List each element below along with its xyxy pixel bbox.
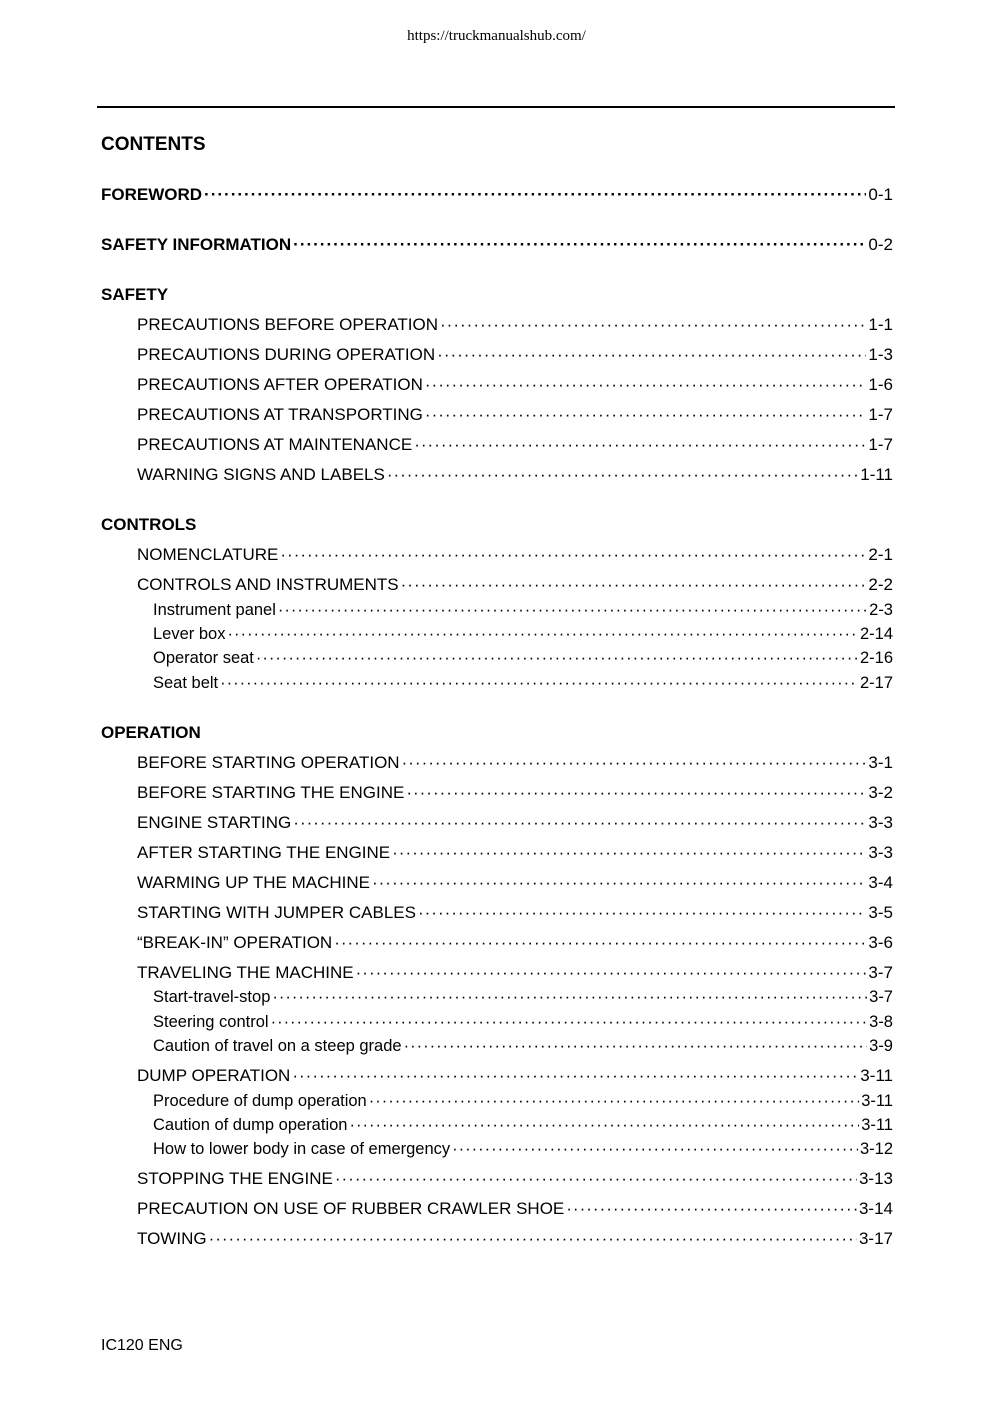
toc-entry[interactable] [137, 843, 893, 863]
toc-leader-dots [280, 545, 866, 565]
toc-subentry[interactable] [153, 1013, 893, 1032]
toc-entry-label: PRECAUTIONS AT TRANSPORTING [137, 405, 423, 424]
toc-entry-page: 3-3 [868, 843, 893, 862]
toc-leader-dots [418, 903, 866, 923]
toc-subentry[interactable] [153, 1092, 893, 1111]
toc-entry-label: Caution of dump operation [153, 1116, 348, 1134]
toc-leader-dots [204, 185, 866, 205]
toc-entry-page: 1-3 [868, 345, 893, 364]
toc-subentry[interactable] [153, 1140, 893, 1159]
toc-subentry[interactable] [153, 674, 893, 693]
toc-entry-page: 3-1 [868, 753, 893, 772]
toc-leader-dots [227, 625, 858, 644]
toc-entry-label: NOMENCLATURE [137, 545, 279, 564]
toc-leader-dots [401, 575, 867, 595]
toc-entry-label: FOREWORD [101, 185, 203, 204]
toc-entry-page: 2-14 [859, 625, 893, 643]
toc-entry-page: 3-7 [869, 988, 893, 1006]
toc-entry[interactable] [137, 1229, 893, 1249]
toc-entry-page: 0-2 [868, 235, 893, 254]
toc-entry[interactable] [137, 345, 893, 365]
toc-entry-page: 1-1 [868, 315, 893, 334]
toc-subentry[interactable] [153, 601, 893, 620]
section-heading-operation: OPERATION [101, 723, 201, 742]
toc-entry-page: 3-6 [868, 933, 893, 952]
toc-entry-page: 3-12 [859, 1140, 893, 1158]
toc-subentry[interactable] [153, 988, 893, 1007]
toc-leader-dots [392, 843, 866, 863]
toc-leader-dots [356, 963, 867, 983]
toc-leader-dots [425, 405, 867, 425]
toc-entry-label: TRAVELING THE MACHINE [137, 963, 354, 982]
footer-doc-code: IC120 ENG [101, 1337, 183, 1354]
toc-subentry[interactable] [153, 1116, 893, 1135]
toc-leader-dots [271, 1013, 868, 1032]
toc-entry-label: Caution of travel on a steep grade [153, 1037, 402, 1055]
toc-leader-dots [349, 1116, 859, 1135]
toc-leader-dots [406, 783, 866, 803]
toc-entry[interactable] [137, 963, 893, 983]
toc-entry-label: TOWING [137, 1229, 207, 1248]
toc-entry[interactable] [137, 465, 893, 485]
toc-entry-page: 3-3 [868, 813, 893, 832]
toc-leader-dots [404, 1037, 868, 1056]
toc-entry-label: SAFETY INFORMATION [101, 235, 292, 254]
toc-entry-foreword[interactable] [101, 185, 893, 205]
toc-entry[interactable] [137, 903, 893, 923]
toc-entry-label: PRECAUTIONS DURING OPERATION [137, 345, 436, 364]
toc-leader-dots [293, 235, 866, 255]
toc-entry-page: 1-7 [868, 405, 893, 424]
toc-entry-page: 3-11 [861, 1116, 893, 1134]
toc-leader-dots [220, 674, 858, 693]
toc-leader-dots [256, 649, 858, 668]
toc-entry-page: 0-1 [868, 185, 893, 204]
toc-entry-page: 2-3 [869, 601, 893, 619]
section-heading-safety: SAFETY [101, 285, 169, 304]
toc-entry-label: BEFORE STARTING OPERATION [137, 753, 400, 772]
toc-leader-dots [293, 813, 866, 833]
toc-entry[interactable] [137, 753, 893, 773]
toc-entry-label: Start-travel-stop [153, 988, 271, 1006]
toc-entry-page: 2-17 [859, 674, 893, 692]
toc-entry-label: PRECAUTIONS AFTER OPERATION [137, 375, 423, 394]
toc-entry-label: PRECAUTION ON USE OF RUBBER CRAWLER SHOE [137, 1199, 565, 1218]
toc-leader-dots [335, 1169, 857, 1189]
toc-entry[interactable] [137, 435, 893, 455]
toc-entry-page: 3-7 [868, 963, 893, 982]
toc-entry-page: 3-8 [869, 1013, 893, 1031]
toc-entry-label: DUMP OPERATION [137, 1066, 291, 1085]
toc-entry-label: BEFORE STARTING THE ENGINE [137, 783, 405, 802]
toc-entry-label: Procedure of dump operation [153, 1092, 367, 1110]
toc-entry-page: 3-4 [868, 873, 893, 892]
toc-entry-label: Instrument panel [153, 601, 276, 619]
toc-entry-page: 3-11 [861, 1092, 893, 1110]
toc-leader-dots [452, 1140, 858, 1159]
toc-entry-label: PRECAUTIONS BEFORE OPERATION [137, 315, 439, 334]
toc-entry-label: CONTROLS AND INSTRUMENTS [137, 575, 399, 594]
toc-entry[interactable] [137, 1066, 893, 1086]
toc-entry-label: WARNING SIGNS AND LABELS [137, 465, 385, 484]
page-title: CONTENTS [101, 134, 206, 155]
toc-leader-dots [209, 1229, 857, 1249]
toc-entry-page: 3-5 [868, 903, 893, 922]
toc-entry[interactable] [137, 405, 893, 425]
toc-leader-dots [566, 1199, 857, 1219]
toc-leader-dots [334, 933, 866, 953]
toc-entry-page: 3-9 [869, 1037, 893, 1055]
toc-entry-page: 3-14 [858, 1199, 893, 1218]
toc-entry-page: 3-11 [860, 1066, 893, 1085]
toc-leader-dots [437, 345, 866, 365]
toc-entry[interactable] [137, 545, 893, 565]
toc-entry-label: AFTER STARTING THE ENGINE [137, 843, 391, 862]
toc-entry[interactable] [137, 375, 893, 395]
toc-entry-label: WARMING UP THE MACHINE [137, 873, 370, 892]
toc-entry-page: 3-13 [858, 1169, 893, 1188]
toc-leader-dots [402, 753, 867, 773]
toc-leader-dots [372, 873, 866, 893]
toc-entry-page: 1-7 [868, 435, 893, 454]
toc-entry[interactable] [137, 1199, 893, 1219]
toc-entry-page: 3-17 [858, 1229, 893, 1248]
toc-entry-label: PRECAUTIONS AT MAINTENANCE [137, 435, 413, 454]
toc-leader-dots [387, 465, 858, 485]
toc-leader-dots [278, 601, 867, 620]
toc-subentry[interactable] [153, 625, 893, 644]
toc-entry[interactable] [137, 783, 893, 803]
toc-entry[interactable] [137, 1169, 893, 1189]
toc-entry-safety-information[interactable] [101, 235, 893, 255]
toc-leader-dots [414, 435, 866, 455]
toc-entry[interactable] [137, 813, 893, 833]
toc-leader-dots [369, 1092, 859, 1111]
toc-entry-label: Steering control [153, 1013, 269, 1031]
toc-entry-page: 1-6 [868, 375, 893, 394]
toc-entry-label: STARTING WITH JUMPER CABLES [137, 903, 416, 922]
toc-entry-label: Operator seat [153, 649, 254, 667]
toc-entry-page: 3-2 [868, 783, 893, 802]
toc-entry[interactable] [137, 575, 893, 595]
toc-leader-dots [272, 988, 867, 1007]
toc-entry-label: STOPPING THE ENGINE [137, 1169, 333, 1188]
toc-entry-label: ENGINE STARTING [137, 813, 292, 832]
toc-entry-label: “BREAK-IN” OPERATION [137, 933, 333, 952]
toc-entry[interactable] [137, 873, 893, 893]
header-url: https://truckmanualshub.com/ [407, 28, 586, 44]
toc-entry[interactable] [137, 933, 893, 953]
toc-entry[interactable] [137, 315, 893, 335]
toc-subentry[interactable] [153, 1037, 893, 1056]
toc-leader-dots [440, 315, 866, 335]
toc-entry-page: 2-2 [868, 575, 893, 594]
toc-leader-dots [425, 375, 867, 395]
toc-subentry[interactable] [153, 649, 893, 668]
toc-entry-page: 2-1 [868, 545, 893, 564]
section-heading-controls: CONTROLS [101, 515, 197, 534]
toc-entry-label: Seat belt [153, 674, 219, 692]
toc-leader-dots [292, 1066, 858, 1086]
toc-entry-label: Lever box [153, 625, 226, 643]
toc-entry-label: How to lower body in case of emergency [153, 1140, 451, 1158]
toc-entry-page: 1-11 [860, 465, 893, 484]
toc-entry-page: 2-16 [859, 649, 893, 667]
